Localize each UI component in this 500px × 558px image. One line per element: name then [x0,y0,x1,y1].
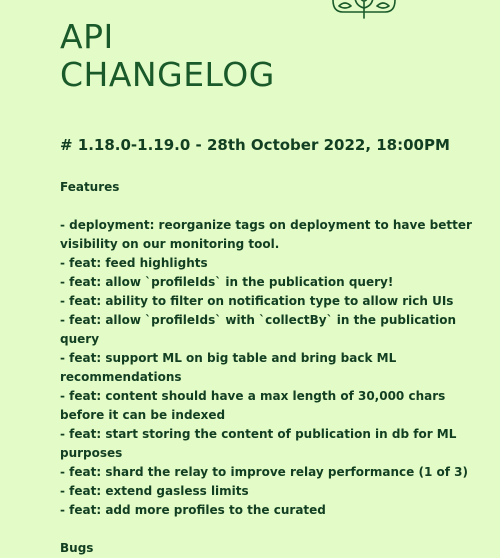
list-item: - feat: support ML on big table and bring back ML recommendations [60,351,397,384]
list-item: - feat: shard the relay to improve relay performance (1 of 3) [60,465,468,479]
list-item: - feat: add more profiles to the curated [60,503,326,517]
lens-plant-logo-icon [329,0,399,26]
page-title-line-1: API [60,17,114,56]
blank-line [60,520,490,539]
bugs-label: Bugs [60,541,94,555]
blank-line [60,197,490,216]
features-label: Features [60,180,120,194]
list-item: - feat: ability to filter on notification type to allow rich UIs [60,294,454,308]
list-item: - feat: content should have a max length of 30,000 chars before it can be indexed [60,389,446,422]
list-item: - feat: start storing the content of publication in db for ML purposes [60,427,457,460]
list-item: - deployment: reorganize tags on deployment to have better visibility on our monitoring tool. [60,218,472,251]
list-item: - feat: allow `profileIds` with `collectBy` in the publication query [60,313,457,346]
features-list [60,216,490,520]
list-item: - feat: extend gasless limits [60,484,249,498]
changelog-content [60,178,490,558]
list-item: - feat: feed highlights [60,256,208,270]
page-title-line-2: CHANGELOG [60,55,275,94]
list-item: - feat: allow `profileIds` in the publication query! [60,275,394,289]
page-title [60,18,275,94]
release-heading: # 1.18.0-1.19.0 - 28th October 2022, 18:00PM [60,136,450,154]
